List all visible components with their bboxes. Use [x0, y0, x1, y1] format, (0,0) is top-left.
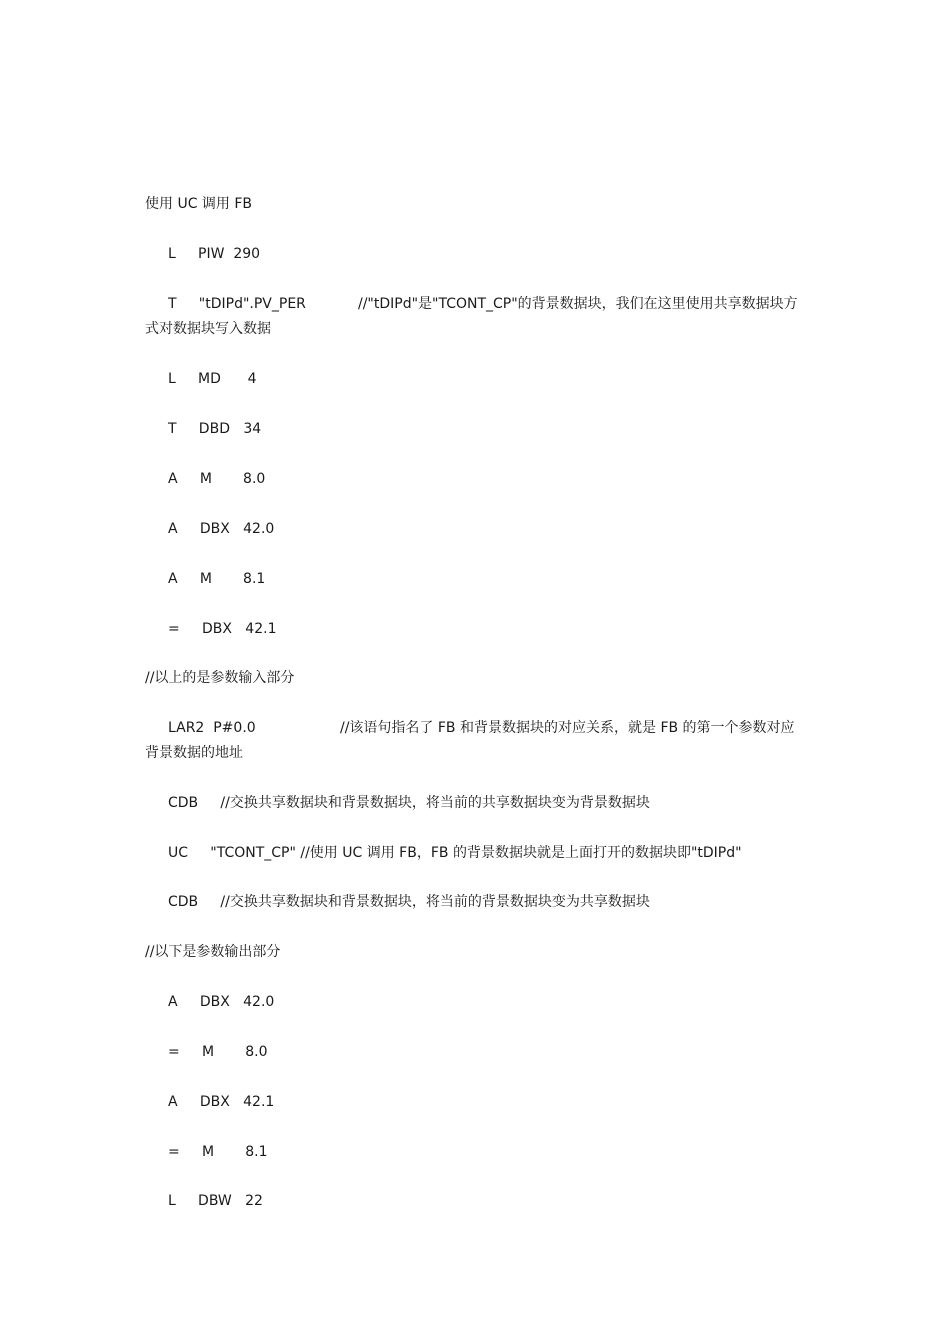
code-line: T "tDIPd".PV_PER — [168, 296, 306, 312]
code-line: A DBX 42.0 — [168, 994, 275, 1010]
code-line: L PIW 290 — [168, 246, 261, 262]
code-line: = M 8.1 — [168, 1144, 268, 1160]
code-line-uc: UC "TCONT_CP" //使用 UC 调用 FB，FB 的背景数据块就是上面打开的数据块即"tDIPd" — [168, 845, 742, 861]
section-comment-input: //以上的是参数输入部分 — [145, 670, 295, 686]
code-comment: //该语句指名了 FB 和背景数据块的对应关系，就是 FB 的第一个参数对应 — [340, 720, 795, 736]
code-comment-wrap: 式对数据块写入数据 — [145, 321, 271, 337]
code-line: = M 8.0 — [168, 1044, 268, 1060]
heading: 使用 UC 调用 FB — [145, 196, 253, 212]
code-line: L DBW 22 — [168, 1193, 263, 1209]
section-comment-output: //以下是参数输出部分 — [145, 944, 281, 960]
code-line: T DBD 34 — [168, 421, 262, 437]
code-line: A DBX 42.0 — [168, 521, 275, 537]
code-line-cdb: CDB //交换共享数据块和背景数据块，将当前的背景数据块变为共享数据块 — [168, 894, 650, 910]
code-comment-wrap: 背景数据的地址 — [145, 745, 243, 761]
code-comment: //"tDIPd"是"TCONT_CP"的背景数据块，我们在这里使用共享数据块方 — [358, 296, 798, 312]
code-line: = DBX 42.1 — [168, 621, 277, 637]
code-line-lar2: LAR2 P#0.0 — [168, 720, 256, 736]
code-line: A M 8.0 — [168, 471, 266, 487]
code-line-cdb: CDB //交换共享数据块和背景数据块，将当前的共享数据块变为背景数据块 — [168, 795, 650, 811]
code-line: A M 8.1 — [168, 571, 266, 587]
code-line: L MD 4 — [168, 371, 257, 387]
code-line: A DBX 42.1 — [168, 1094, 275, 1110]
